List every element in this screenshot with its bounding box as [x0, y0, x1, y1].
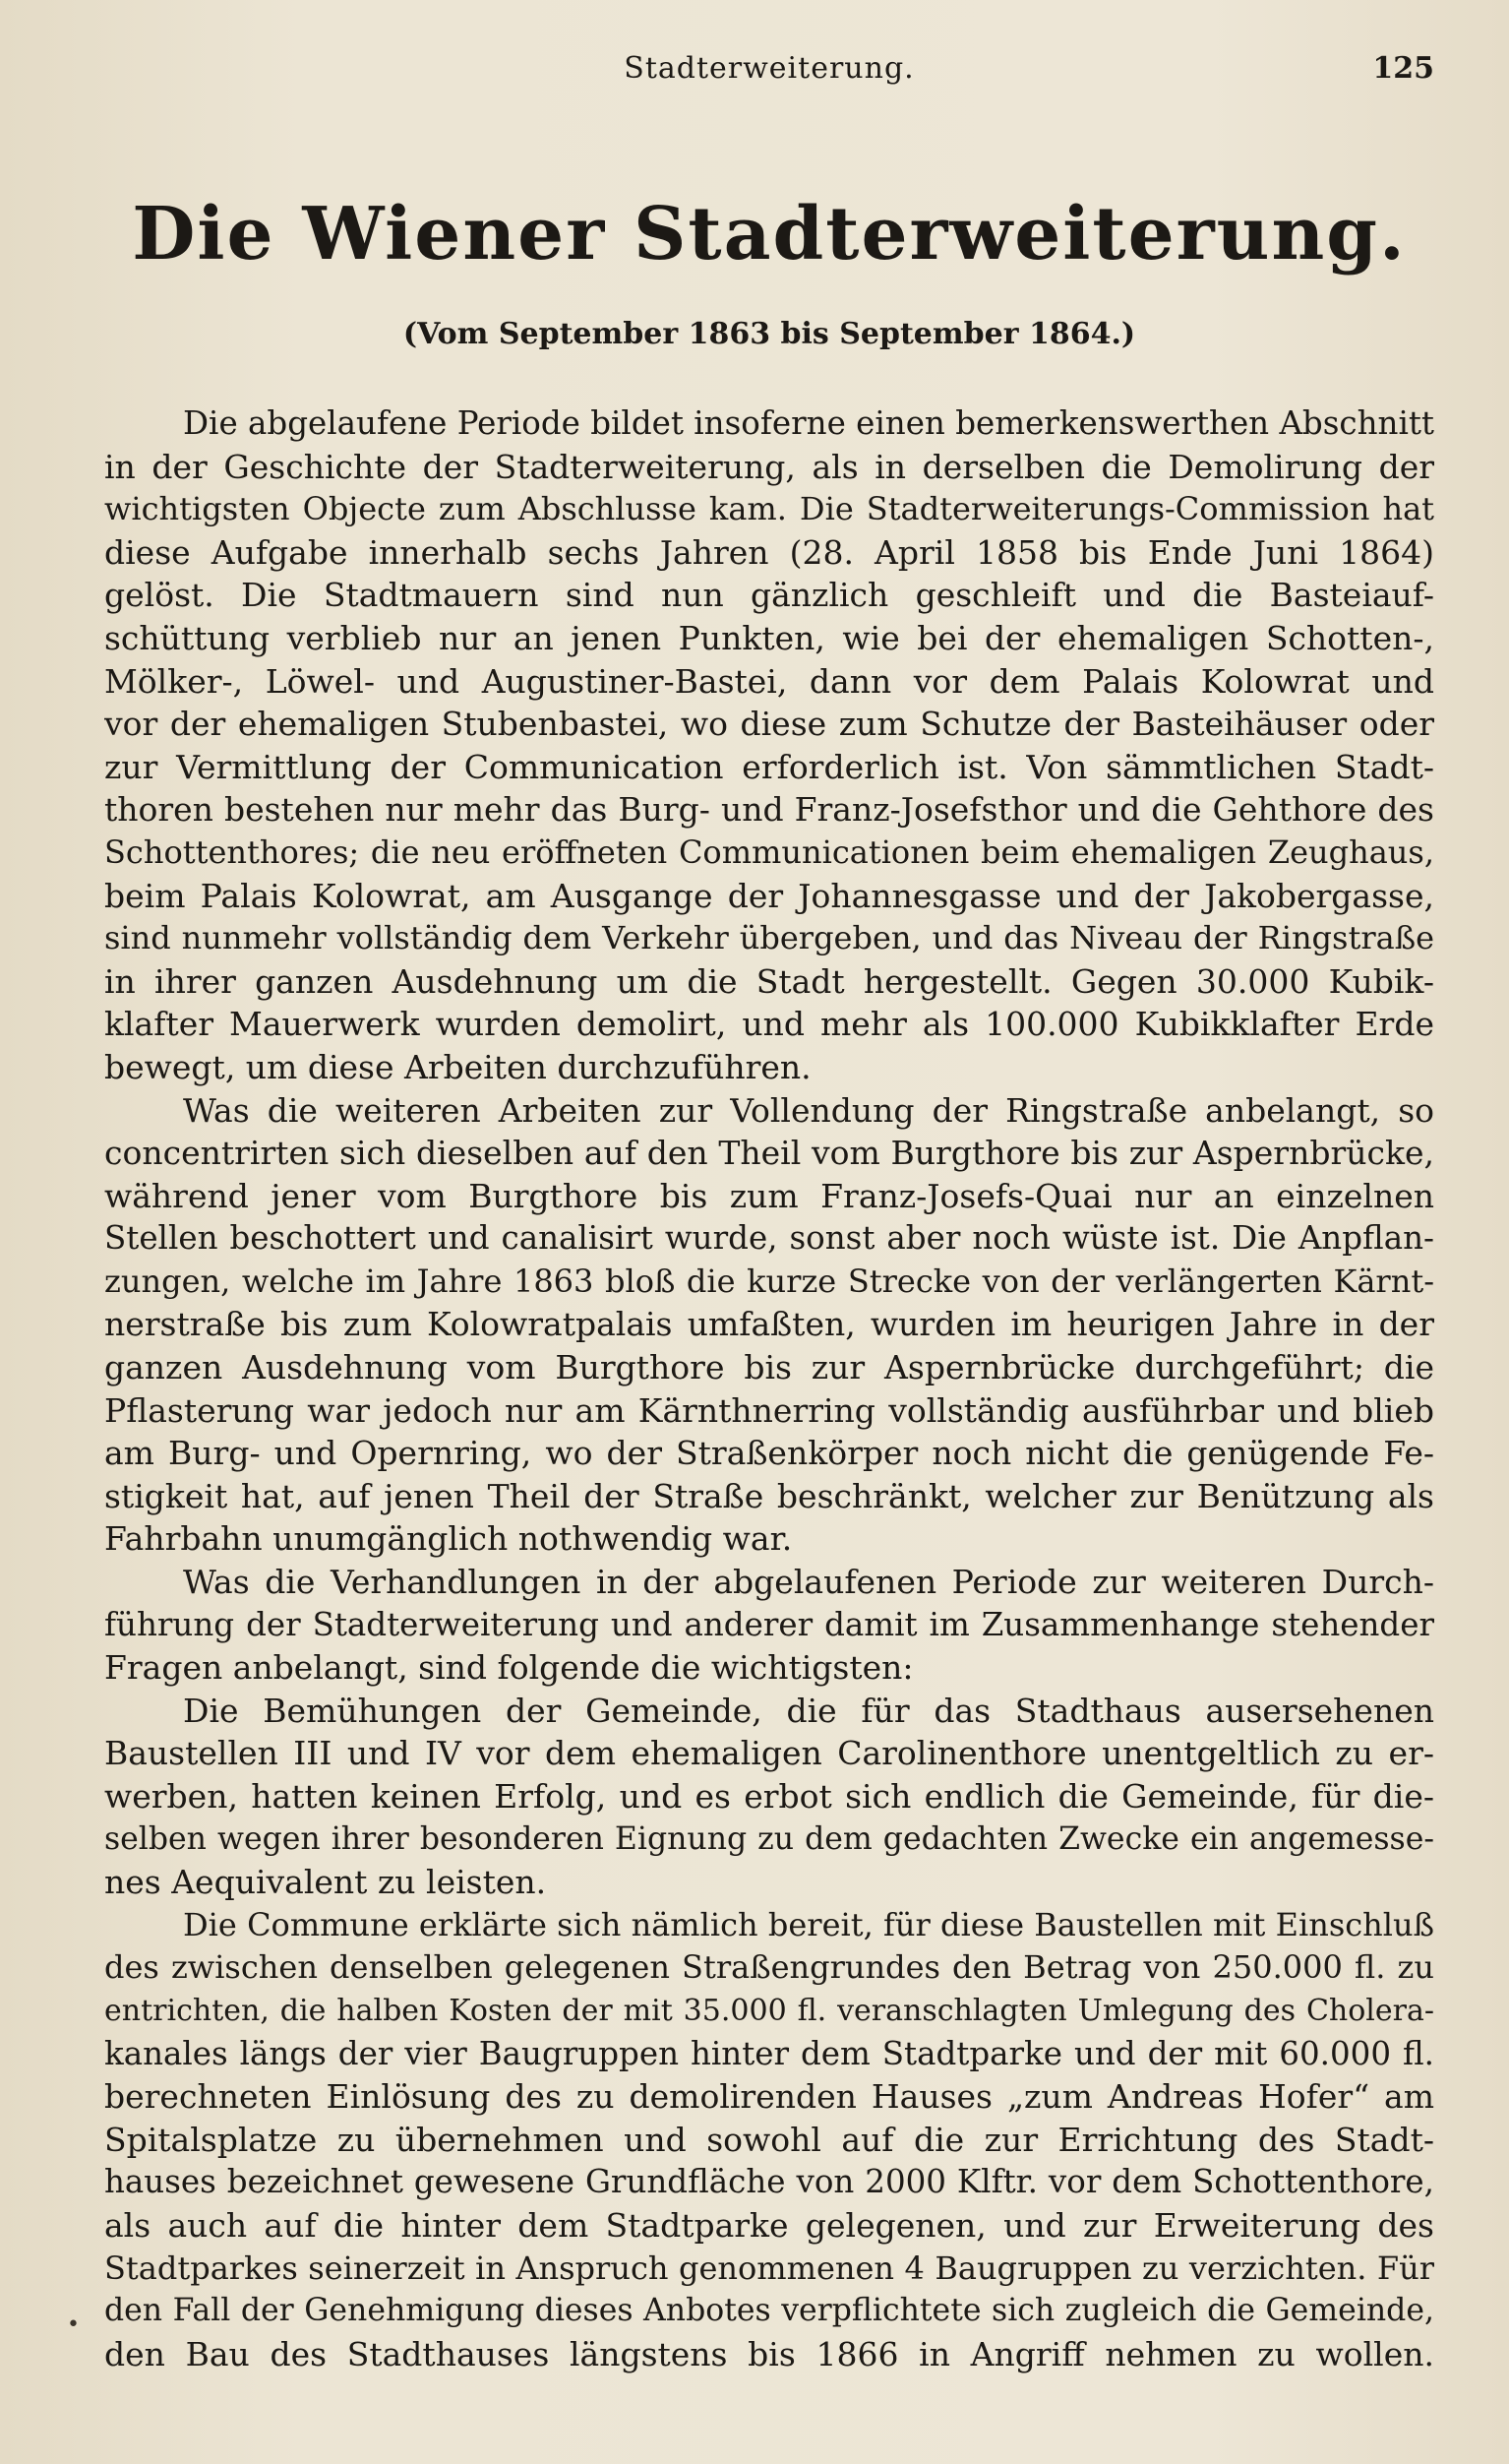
text-line: Was die weiteren Arbeiten zur Vollendung der Ringstraße anbelangt, so [183, 1090, 1434, 1130]
page-number: 125 [1372, 51, 1434, 86]
text-line: concentrirten sich dieselben auf den Theil vom Burgthore bis zur Aspernbrücke, [104, 1134, 1434, 1173]
chapter-title: Die Wiener Stadterweiterung. [132, 192, 1407, 277]
text-line: am Burg- und Opernring, wo der Straßenkörper noch nicht die genügende Fe- [104, 1434, 1434, 1473]
text-line: nerstraße bis zum Kolowratpalais umfaßten, wurden im heurigen Jahre in der [104, 1305, 1434, 1344]
text-line: als auch auf die hinter dem Stadtparke gelegenen, und zur Erweiterung des [104, 2205, 1434, 2245]
text-line: Fahrbahn unumgänglich nothwendig war. [104, 1519, 793, 1559]
text-line: thoren bestehen nur mehr das Burg- und Franz-Josefsthor und die Gehthore des [104, 790, 1434, 830]
text-line: Was die Verhandlungen in der abgelaufenen Periode zur weiteren Durch- [183, 1563, 1434, 1602]
running-head [104, 51, 1434, 94]
text-line: ganzen Ausdehnung vom Burgthore bis zur Aspernbrücke durchgeführt; die [104, 1348, 1434, 1387]
text-line: gelöst. Die Stadtmauern sind nun gänzlich geschleift und die Basteiauf- [104, 576, 1434, 615]
text-line: wichtigsten Objecte zum Abschlusse kam. Die Stadterweiterungs-Commission hat [104, 490, 1434, 528]
body-text [104, 402, 1434, 2419]
running-title: Stadterweiterung. [624, 51, 915, 86]
text-line: Die abgelaufene Periode bildet insoferne einen bemerkenswerthen Abschnitt [183, 404, 1434, 442]
text-line: werben, hatten keinen Erfolg, und es erbot sich endlich die Gemeinde, für die- [104, 1777, 1434, 1816]
text-line: diese Aufgabe innerhalb sechs Jahren (28. April 1858 bis Ende Juni 1864) [104, 532, 1434, 572]
text-line: stigkeit hat, auf jenen Theil der Straße beschränkt, welcher zur Benützung als [104, 1476, 1434, 1515]
text-line: zungen, welche im Jahre 1863 bloß die kurze Strecke von der verlängerten Kärnt- [104, 1262, 1434, 1300]
text-line: selben wegen ihrer besonderen Eignung zu dem gedachten Zwecke ein angemesse- [104, 1820, 1434, 1857]
margin-dot: • [67, 2312, 80, 2337]
text-line: berechneten Einlösung des zu demolirenden Hauses „zum Andreas Hofer“ am [104, 2077, 1434, 2117]
text-line: sind nunmehr vollständig dem Verkehr übergeben, und das Niveau der Ringstraße [104, 919, 1434, 957]
text-line: beim Palais Kolowrat, am Ausgange der Johannesgasse und der Jakobergasse, [104, 876, 1434, 915]
text-line: Fragen anbelangt, sind folgende die wichtigsten: [104, 1648, 914, 1688]
text-line: Die Commune erklärte sich nämlich bereit, für diese Baustellen mit Einschluß [183, 1905, 1434, 1943]
text-line: kanales längs der vier Baugruppen hinter dem Stadtparke und der mit 60.000 fl. [104, 2034, 1434, 2072]
text-line: führung der Stadterweiterung und anderer damit im Zusammenhange stehender [104, 1605, 1434, 1643]
text-line: Stellen beschottert und canalisirt wurde, sonst aber noch wüste ist. Die Anpflan- [104, 1219, 1434, 1258]
text-line: bewegt, um diese Arbeiten durchzuführen. [104, 1047, 812, 1086]
text-line: Stadtparkes seinerzeit in Anspruch genommenen 4 Baugruppen zu verzichten. Für [104, 2248, 1434, 2287]
text-line: Pflasterung war jedoch nur am Kärnthnerring vollständig ausführbar und blieb [104, 1390, 1434, 1430]
text-line: klafter Mauerwerk wurden demolirt, und mehr als 100.000 Kubikklafter Erde [104, 1005, 1434, 1044]
text-line: vor der ehemaligen Stubenbastei, wo diese zum Schutze der Basteihäuser oder [104, 705, 1434, 744]
text-line: in der Geschichte der Stadterweiterung, als in derselben die Demolirung der [104, 447, 1434, 486]
text-line: Schottenthores; die neu eröffneten Communicationen beim ehemaligen Zeughaus, [104, 832, 1434, 871]
text-line: Die Bemühungen der Gemeinde, die für das Stadthaus ausersehenen [183, 1691, 1434, 1730]
text-line: hauses bezeichnet gewesene Grundfläche von 2000 Klftr. vor dem Schottenthore, [104, 2163, 1434, 2201]
text-line: den Fall der Genehmigung dieses Anbotes verpflichtete sich zugleich die Gemeinde, [104, 2293, 1434, 2329]
chapter-subtitle: (Vom September 1863 bis September 1864.) [402, 317, 1136, 351]
text-line: Baustellen III und IV vor dem ehemaligen Carolinenthore unentgeltlich zu er- [104, 1734, 1434, 1773]
text-line: des zwischen denselben gelegenen Straßengrundes den Betrag von 250.000 fl. zu [104, 1948, 1434, 1987]
text-line: den Bau des Stadthauses längstens bis 1866 in Angriff nehmen zu wollen. [104, 2334, 1434, 2373]
text-line: in ihrer ganzen Ausdehnung um die Stadt hergestellt. Gegen 30.000 Kubik- [104, 961, 1434, 1001]
text-line: zur Vermittlung der Communication erforderlich ist. Von sämmtlichen Stadt- [104, 747, 1434, 786]
text-line: Spitalsplatze zu übernehmen und sowohl auf die zur Errichtung des Stadt- [104, 2120, 1434, 2159]
text-line: schüttung verblieb nur an jenen Punkten, wie bei der ehemaligen Schotten-, [104, 618, 1434, 657]
text-line: Mölker-, Löwel- und Augustiner-Bastei, dann vor dem Palais Kolowrat und [104, 661, 1434, 701]
text-line [104, 2375, 1434, 2419]
text-line: nes Aequivalent zu leisten. [104, 1863, 547, 1902]
text-line: entrichten, die halben Kosten der mit 35.000 fl. veranschlagten Umlegung des Cholera- [104, 1993, 1434, 2028]
text-line: während jener vom Burgthore bis zum Franz-Josefs-Quai nur an einzelnen [104, 1176, 1434, 1215]
